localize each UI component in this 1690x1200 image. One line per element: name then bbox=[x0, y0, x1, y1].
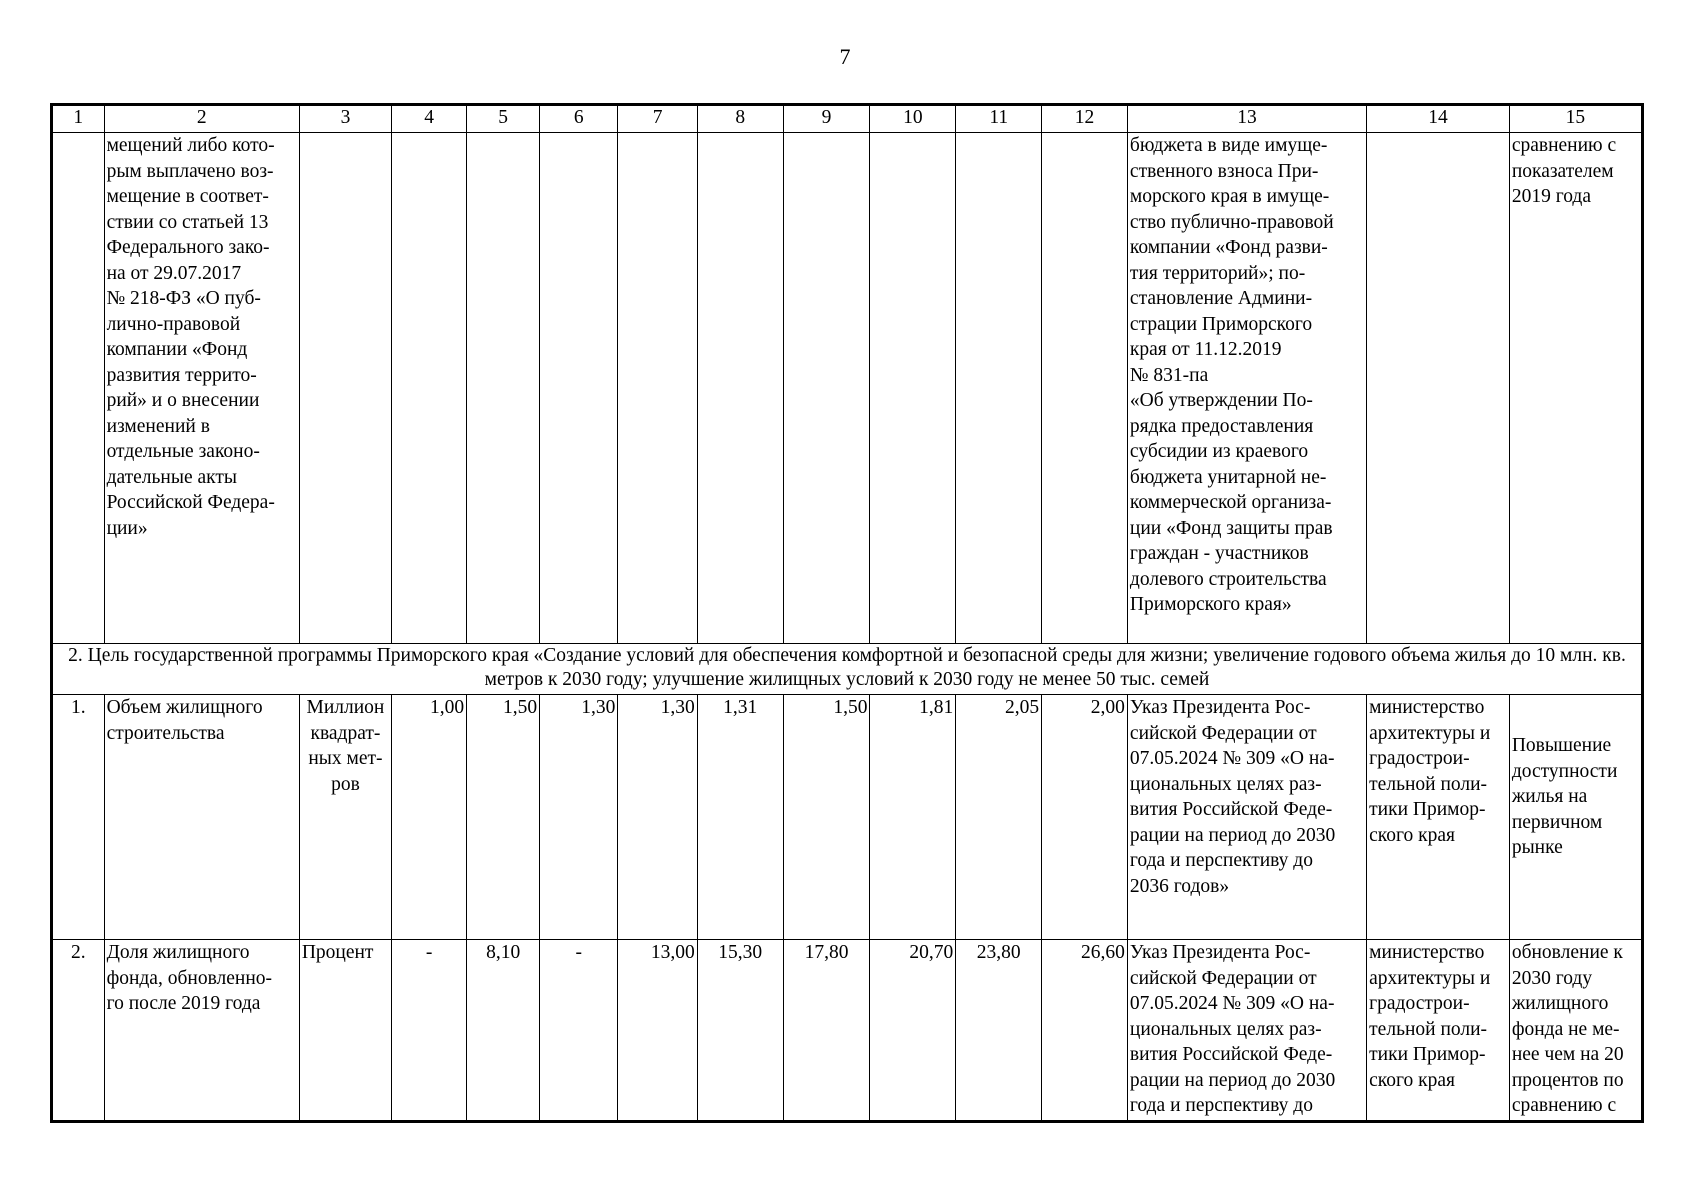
value-cell: 1,00 bbox=[392, 695, 467, 940]
value-cell: - bbox=[392, 940, 467, 1122]
table-cell bbox=[1042, 133, 1128, 644]
col-header: 14 bbox=[1367, 105, 1510, 133]
table-row bbox=[52, 695, 1643, 940]
col-header: 2 bbox=[104, 105, 299, 133]
col-header: 8 bbox=[697, 105, 783, 133]
continued-row bbox=[52, 133, 1643, 644]
table-cell bbox=[956, 133, 1042, 644]
table-cell bbox=[697, 133, 783, 644]
col-header: 1 bbox=[52, 105, 105, 133]
basis: Указ Президента Рос- сийской Федерации от 07.05.2024 № 309 «О на- циональных целях раз- вития Российской Феде- рации на период до 2030 года и перспективу до bbox=[1127, 940, 1366, 1122]
unit: Миллион квадрат- ных мет- ров bbox=[299, 695, 391, 940]
value-cell: 17,80 bbox=[783, 940, 870, 1122]
table-row bbox=[52, 940, 1643, 1122]
table-cell bbox=[1367, 133, 1510, 644]
col-header: 15 bbox=[1509, 105, 1642, 133]
value-cell: 23,80 bbox=[956, 940, 1042, 1122]
expected-result: обновление к 2030 году жилищного фонда не ме- нее чем на 20 процентов по сравнению с bbox=[1509, 940, 1642, 1122]
value-cell: 1,81 bbox=[870, 695, 956, 940]
col-header: 11 bbox=[956, 105, 1042, 133]
col-header: 5 bbox=[467, 105, 540, 133]
indicators-table bbox=[50, 103, 1644, 1123]
table-cell bbox=[299, 133, 391, 644]
indicator-name-continued: мещений либо кото- рым выплачено воз- мещение в соответ- ствии со статьей 13 Федерального зако- на от 29.07.2017 № 218-ФЗ «О пуб- лично-правовой компании «Фонд развития террито- рий» и о внесении изменений в отдельные законо- дательные акты Российской Федера- ции» bbox=[104, 133, 299, 644]
col-header: 4 bbox=[392, 105, 467, 133]
value-cell: 13,00 bbox=[618, 940, 697, 1122]
value-cell: - bbox=[540, 940, 618, 1122]
row-number: 1. bbox=[52, 695, 105, 940]
value-cell: 8,10 bbox=[467, 940, 540, 1122]
value-cell: 2,00 bbox=[1042, 695, 1128, 940]
table-cell bbox=[467, 133, 540, 644]
column-number-row bbox=[52, 105, 1643, 133]
program-goal: 2. Цель государственной программы Приморского края «Создание условий для обеспечения комфортной и безопасной среды для жизни; увеличение годового объема жилья до 10 млн. кв. метров к 2030 году; улучшение жилищных условий к 2030 году не менее 50 тыс. семей bbox=[52, 644, 1643, 695]
table-cell bbox=[392, 133, 467, 644]
col-header: 3 bbox=[299, 105, 391, 133]
value-cell: 20,70 bbox=[870, 940, 956, 1122]
result-continued: сравнению с показателем 2019 года bbox=[1509, 133, 1642, 644]
indicator-name: Объем жилищного строительства bbox=[104, 695, 299, 940]
responsible: министерство архитектуры и градострои- тельной поли- тики Примор- ского края bbox=[1367, 940, 1510, 1122]
col-header: 6 bbox=[540, 105, 618, 133]
value-cell: 1,30 bbox=[540, 695, 618, 940]
page-number: 7 bbox=[839, 44, 851, 69]
table-cell bbox=[540, 133, 618, 644]
expected-result: Повышение доступности жилья на первичном рынке bbox=[1509, 695, 1642, 940]
col-header: 10 bbox=[870, 105, 956, 133]
value-cell: 15,30 bbox=[697, 940, 783, 1122]
table-cell bbox=[618, 133, 697, 644]
basis: Указ Президента Рос- сийской Федерации от 07.05.2024 № 309 «О на- циональных целях раз- вития Российской Феде- рации на период до 2030 года и перспективу до 2036 годов» bbox=[1127, 695, 1366, 940]
unit: Процент bbox=[299, 940, 391, 1122]
value-cell: 1,30 bbox=[618, 695, 697, 940]
value-cell: 1,50 bbox=[467, 695, 540, 940]
value-cell: 2,05 bbox=[956, 695, 1042, 940]
responsible: министерство архитектуры и градострои- тельной поли- тики Примор- ского края bbox=[1367, 695, 1510, 940]
row-number: 2. bbox=[52, 940, 105, 1122]
table-cell bbox=[783, 133, 870, 644]
table-cell bbox=[870, 133, 956, 644]
col-header: 13 bbox=[1127, 105, 1366, 133]
value-cell: 1,31 bbox=[697, 695, 783, 940]
col-header: 7 bbox=[618, 105, 697, 133]
value-cell: 26,60 bbox=[1042, 940, 1128, 1122]
indicator-name: Доля жилищного фонда, обновленно- го после 2019 года bbox=[104, 940, 299, 1122]
col-header: 12 bbox=[1042, 105, 1128, 133]
table-cell bbox=[52, 133, 105, 644]
value-cell: 1,50 bbox=[783, 695, 870, 940]
basis-continued: бюджета в виде имуще- ственного взноса При- морского края в имуще- ство публично-правовой компании «Фонд разви- тия территорий»; по- становление Админи- страции Приморского края от 11.12.2019 № 831-па «Об утверждении По- рядка предоставления субсидии из краевого бюджета унитарной не- коммерческой организа- ции «Фонд защиты прав граждан - участников долевого строительства Приморского края» bbox=[1127, 133, 1366, 644]
col-header: 9 bbox=[783, 105, 870, 133]
goal-row bbox=[52, 644, 1643, 695]
